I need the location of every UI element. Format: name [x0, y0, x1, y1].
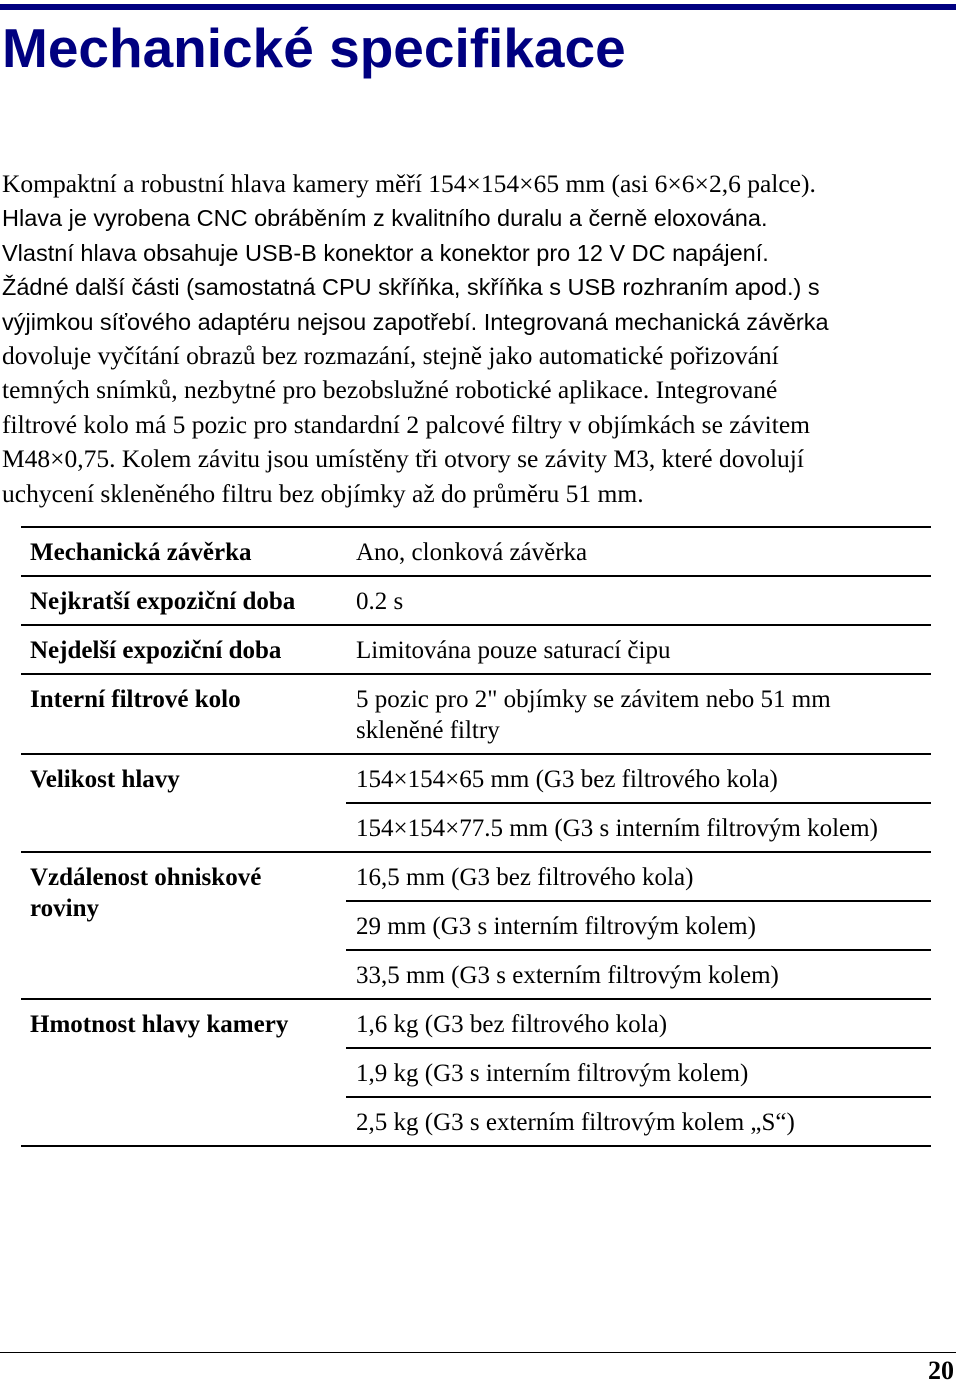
header-rule [0, 4, 956, 10]
intro-line: temných snímků, nezbytné pro bezobslužné robotické aplikace. Integrované [2, 375, 778, 405]
table-rule [21, 851, 931, 853]
table-rule [346, 802, 931, 804]
spec-value: 33,5 mm (G3 s externím filtrovým kolem) [356, 962, 779, 989]
intro-line: dovoluje vyčítání obrazů bez rozmazání, stejně jako automatické pořizování [2, 341, 779, 371]
intro-line: Hlava je vyrobena CNC obráběním z kvalitního duralu a černě eloxována. [2, 205, 768, 232]
table-rule [346, 949, 931, 951]
table-rule [346, 900, 931, 902]
page-number: 20 [928, 1356, 954, 1385]
spec-label: Nejdelší expoziční doba [30, 637, 282, 664]
footer-rule [0, 1352, 956, 1353]
spec-value: 154×154×77.5 mm (G3 s interním filtrovým kolem) [356, 815, 878, 842]
table-rule [21, 624, 931, 626]
spec-value: 1,9 kg (G3 s interním filtrovým kolem) [356, 1060, 749, 1087]
intro-line: filtrové kolo má 5 pozic pro standardní 2 palcové filtry v objímkách se závitem [2, 409, 810, 439]
table-rule [21, 753, 931, 755]
spec-label: Interní filtrové kolo [30, 686, 241, 713]
table-rule [21, 673, 931, 675]
table-rule [21, 1145, 931, 1147]
spec-value: 2,5 kg (G3 s externím filtrovým kolem „S“) [356, 1109, 795, 1136]
table-rule [346, 1096, 931, 1098]
spec-value: 5 pozic pro 2" objímky se závitem nebo 51 mm skleněné filtry [356, 686, 831, 744]
intro-line: Kompaktní a robustní hlava kamery měří 154×154×65 mm (asi 6×6×2,6 palce). [2, 169, 816, 198]
spec-label: Hmotnost hlavy kamery [30, 1011, 289, 1038]
spec-value: 29 mm (G3 s interním filtrovým kolem) [356, 913, 756, 940]
intro-line: Vlastní hlava obsahuje USB-B konektor a konektor pro 12 V DC napájení. [2, 239, 769, 266]
spec-value: 154×154×65 mm (G3 bez filtrového kola) [356, 766, 778, 793]
spec-value: 0.2 s [356, 588, 404, 615]
intro-line: M48×0,75. Kolem závitu jsou umístěny tři otvory se závity M3, které dovolují [2, 444, 804, 474]
intro-line: výjimkou síťového adaptéru nejsou zapotřebí. Integrovaná mechanická závěrka [2, 308, 829, 335]
page-title: Mechanické specifikace [2, 17, 626, 79]
spec-label: Nejkratší expoziční doba [30, 588, 296, 615]
spec-label: Velikost hlavy [30, 766, 180, 793]
table-rule [346, 1047, 931, 1049]
spec-label: Vzdálenost ohniskové roviny [30, 864, 262, 922]
intro-line: uchycení skleněného filtru bez objímky až do průměru 51 mm. [2, 478, 644, 508]
spec-value: Ano, clonková závěrka [356, 539, 588, 566]
spec-value: Limitována pouze saturací čipu [356, 637, 671, 664]
spec-value: 1,6 kg (G3 bez filtrového kola) [356, 1011, 668, 1038]
intro-line: Žádné další části (samostatná CPU skříňka, skříňka s USB rozhraním apod.) s [2, 274, 820, 301]
table-rule [21, 575, 931, 577]
spec-label: Mechanická závěrka [30, 539, 252, 566]
intro-paragraph [2, 167, 958, 511]
table-rule [21, 998, 931, 1000]
spec-value: 16,5 mm (G3 bez filtrového kola) [356, 864, 694, 891]
table-rule [21, 526, 931, 528]
